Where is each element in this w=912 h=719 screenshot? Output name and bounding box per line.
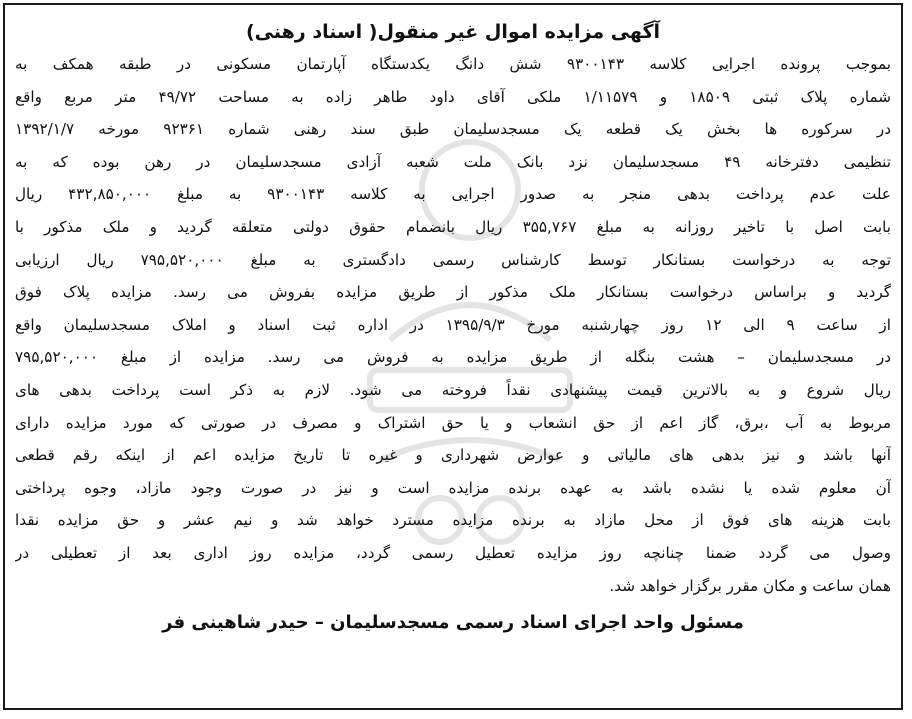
body-line: وصول می گردد ضمنا چنانچه روز مزایده تعطیل رسمی گردد، مزایده روز اداری بعد از تعطیلی در	[15, 543, 891, 562]
body-line: گردید و براساس درخواست بستانکار ملک مذکور از طریق مزایده بفروش می رسد. مزایده پلاک فوق	[15, 283, 891, 302]
body-line: آن معلوم شده یا نشده باشد به عهده برنده مزایده است و نیز در صورت وجود مازاد، وجوه پرداختی	[15, 478, 891, 497]
body-line: در سرکوره ها بخش یک قطعه یک مسجدسلیمان طبق سند رهنی شماره ۹۲۳۶۱ مورخه ۱۳۹۲/۱/۷	[15, 120, 891, 139]
body-line: تنظیمی دفترخانه ۴۹ مسجدسلیمان نزد بانک ملت شعبه آزادی مسجدسلیمان در رهن بوده که به	[15, 152, 891, 171]
body-line: بابت اصل با تاخیر روزانه به مبلغ ۳۵۵,۷۶۷ ریال بانضمام حقوق دولتی متعلقه گردید و ملک مذکور با	[15, 217, 891, 236]
notice-body	[15, 48, 891, 602]
notice-title: آگهی مزایده اموال غیر منقول( اسناد رهنی)	[245, 21, 661, 43]
body-line: آنها باشد و نیز بدهی های مالیاتی و عوارض شهرداری و غیره تا تاریخ مزایده اعم از اینکه رقم قطعی	[15, 446, 891, 465]
body-line: ریال شروع و به بالاترین قیمت پیشنهادی نقداً فروخته می شود. لازم به ذکر است پرداخت بدهی های	[15, 380, 891, 399]
notice-content	[15, 19, 891, 638]
body-line: در مسجدسلیمان – هشت بنگله از طریق مزایده به فروش می رسد. مزایده از مبلغ ۷۹۵,۵۲۰,۰۰۰	[15, 348, 891, 367]
body-line: علت عدم پرداخت بدهی منجر به صدور اجرایی به کلاسه ۹۳۰۰۱۴۳ به مبلغ ۴۳۲,۸۵۰,۰۰۰ ریال	[15, 185, 891, 204]
notice-frame	[3, 3, 903, 710]
body-line: شماره پلاک ثبتی ۱۸۵۰۹ و ۱/۱۱۵۷۹ ملکی آقای داود طاهر زاده به مساحت ۴۹/۷۲ متر مربع واقع	[15, 87, 891, 106]
body-line: بابت هزینه های فوق از محل مازاد به برنده مزایده مسترد خواهد شد و نیم عشر و حق مزایده نقدا	[15, 511, 891, 530]
notice-signature: مسئول واحد اجرای اسناد رسمی مسجدسلیمان – حیدر شاهینی فر	[162, 612, 744, 634]
body-line: همان ساعت و مکان مقرر برگزار خواهد شد.	[609, 576, 891, 595]
body-line: توجه به درخواست بستانکار توسط کارشناس رسمی دادگستری به مبلغ ۷۹۵,۵۲۰,۰۰۰ ریال ارزیابی	[15, 250, 891, 269]
body-line: بموجب پرونده اجرایی کلاسه ۹۳۰۰۱۴۳ شش دانگ یکدستگاه آپارتمان مسکونی در طبقه همکف به	[15, 55, 891, 73]
body-line: از ساعت ۹ الی ۱۲ روز چهارشنبه مورخ ۱۳۹۵/۹/۳ در اداره ثبت اسناد و املاک مسجدسلیمان واقع	[15, 315, 891, 334]
body-line: مربوط به آب ،برق، گاز اعم از حق انشعاب و یا حق اشتراک و مصرف در صورتی که مورد مزایده دارای	[15, 413, 891, 432]
